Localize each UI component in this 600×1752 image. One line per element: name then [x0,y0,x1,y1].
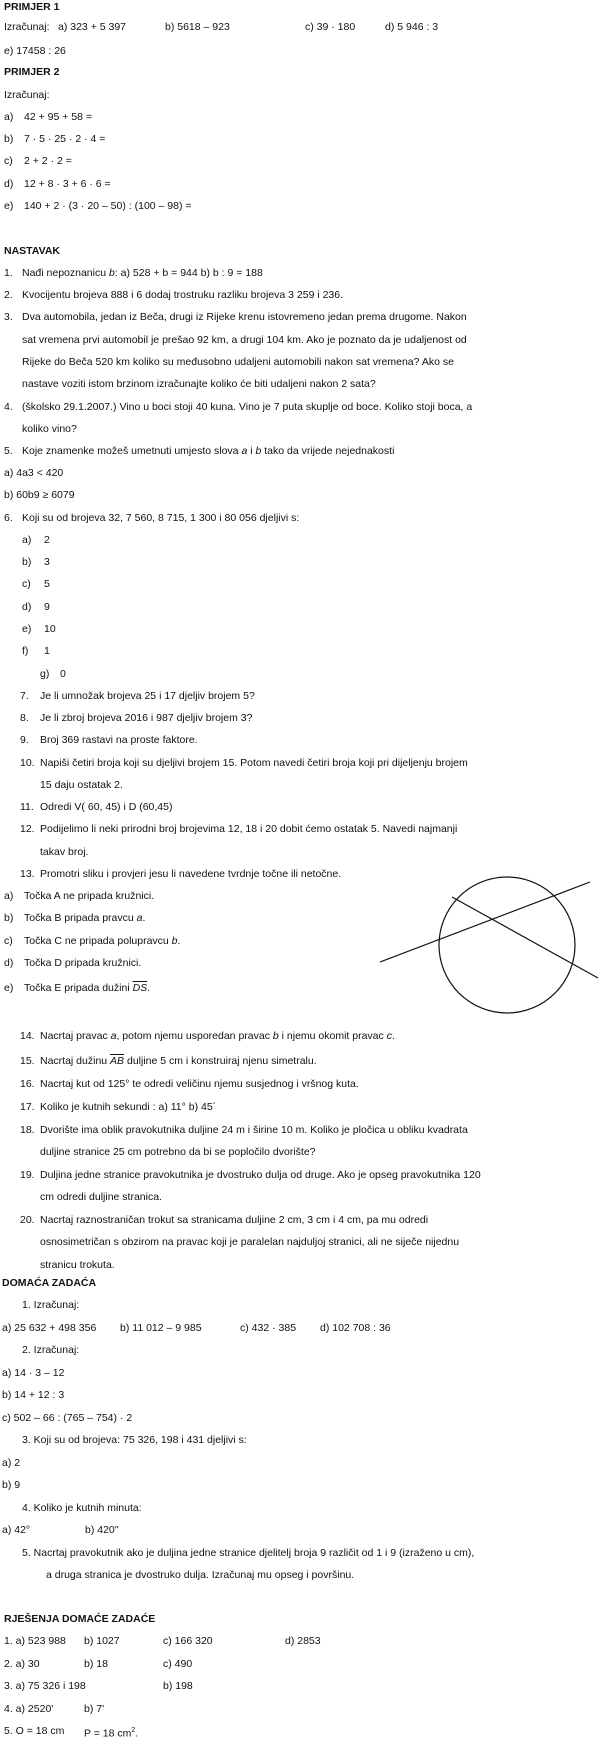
sol2-a: 2. a) 30 [4,1658,40,1670]
q3-number: 3. [4,311,13,323]
primjer2-d-label: d) [4,178,14,190]
q13-c-label: c) [4,935,13,947]
q3-line4: nastave voziti istom brzinom izračunajte koliko će biti udaljeni nakon 2 sata? [22,378,376,390]
q6-opt-a-label: a) [22,534,32,546]
sol5-a: 5. O = 18 cm [4,1725,65,1737]
q20-line2: osnosimetričan s obzirom na pravac koji je paralelan najduljoj stranici, ali ne siječe nijednu [40,1236,460,1248]
q11-number: 11. [20,801,34,813]
q20-line3: stranicu trokuta. [40,1259,115,1271]
hw2-c: c) 502 – 66 : (765 – 754) · 2 [2,1412,133,1424]
q16-number: 16. [20,1078,35,1090]
primjer1-d: d) 5 946 : 3 [385,21,439,33]
hw4-a: a) 42° [2,1524,31,1536]
primjer2-b: 7 · 5 · 25 · 2 · 4 = [24,133,106,145]
q18-line2: duljine stranice 25 cm potrebno da bi se popločilo dvorište? [40,1146,316,1158]
q3-line2: sat vremena prvi automobil je prešao 92 km, a drugi 104 km. Ako je poznato da je udaljenost od [22,334,467,346]
sol5-b: P = 18 $cm^2$. [84,1727,139,1740]
primjer2-a-label: a) [4,111,14,123]
q13-a-label: a) [4,890,14,902]
q15-number: 15. [20,1055,35,1067]
q13-d: Točka D pripada kružnici. [24,957,142,969]
primjer1-e: e) 17458 : 26 [4,45,66,57]
q13-number: 13. [20,868,35,880]
hw4-heading: 4. Koliko je kutnih minuta: [22,1502,142,1514]
q13-c: Točka C ne pripada polupravcu b. [24,935,181,947]
sol1-b: b) 1027 [84,1635,120,1647]
primjer2-b-label: b) [4,133,14,145]
q18-number: 18. [20,1124,35,1136]
q2-text: Kvocijentu brojeva 888 i 6 dodaj trostruku razliku brojeva 3 259 i 236. [22,289,344,301]
q12-line2: takav broj. [40,846,89,858]
q6-opt-a: 2 [44,534,50,546]
q6-opt-b-label: b) [22,556,32,568]
q18-line1: Dvorište ima oblik pravokutnika duljine 24 m i širine 10 m. Koliko je pločica u obliku kvadrata [40,1124,468,1136]
q6-opt-g-label: g) [40,668,50,680]
homework-title: DOMAĆA ZADAĆA [2,1277,97,1289]
primjer1-a: a) 323 + 5 397 [58,21,127,33]
hw1-c: c) 432 · 385 [240,1322,297,1334]
q19-line1: Duljina jedne stranice pravokutnika je dvostruko dulja od druge. Ako je opseg pravokutnika 120 [40,1169,481,1181]
q14-number: 14. [20,1030,35,1042]
q13-b: Točka B pripada pravcu a. [24,912,146,924]
q13-e-label: e) [4,982,14,994]
q15-text: Nacrtaj dužinu $\overline{AB}$ duljine 5 cm i konstruiraj njenu simetralu. [40,1055,317,1067]
q17-text: Koliko je kutnih sekundi : a) 11° b) 45´ [40,1101,217,1113]
sol1-d: d) 2853 [285,1635,321,1647]
primjer2-c-label: c) [4,155,13,167]
sol1-c: c) 166 320 [163,1635,213,1647]
hw2-b: b) 14 + 12 : 3 [2,1389,65,1401]
figure-circle [439,877,575,1013]
q6-opt-e: 10 [44,623,56,635]
q10-line1: Napiši četiri broja koji su djeljivi brojem 15. Potom navedi četiri broja koji pri dijeljenju brojem [40,757,468,769]
q5-a: a) 4a3 < 420 [4,467,64,479]
q6-opt-f-label: f) [22,645,29,657]
sol1-a: 1. a) 523 988 [4,1635,66,1647]
hw2-heading: 2. Izračunaj: [22,1344,80,1356]
q4-number: 4. [4,401,13,413]
q13-e: Točka E pripada dužini $\overline{DS}$. [24,982,151,994]
hw3-a: a) 2 [2,1457,21,1469]
q9-text: Broj 369 rastavi na proste faktore. [40,734,198,746]
q13-text: Promotri sliku i provjeri jesu li navedene tvrdnje točne ili netočne. [40,868,342,880]
primjer2-label: Izračunaj: [4,89,50,101]
hw3-heading: 3. Koji su od brojeva: 75 326, 198 i 431 djeljivi s: [22,1434,247,1446]
q3-line3: Rijeke do Beča 520 km koliko su međusobno udaljeni automobili nakon sat vremena? Ako se [22,356,454,368]
hw1-a: a) 25 632 + 498 356 [2,1322,97,1334]
figure-line-2 [452,897,598,978]
q1-number: 1. [4,267,13,279]
q12-line1: Podijelimo li neki prirodni broj brojevima 12, 18 i 20 dobit ćemo ostatak 5. Navedi najmanji [40,823,458,835]
solutions-title: RJEŠENJA DOMAĆE ZADAĆE [4,1613,156,1625]
hw1-heading: 1. Izračunaj: [22,1299,80,1311]
q4-line1: (školsko 29.1.2007.) Vino u boci stoji 40 kuna. Vino je 7 puta skuplje od boce. Koliko stoji boca, a [22,401,473,413]
primjer2-title: PRIMJER 2 [4,66,60,78]
q5-number: 5. [4,445,13,457]
sol3-b: b) 198 [163,1680,193,1692]
q13-d-label: d) [4,957,14,969]
q1-text: Nađi nepoznanicu b: a) 528 + b = 944 b) b : 9 = 188 [22,267,263,279]
q20-line1: Nacrtaj raznostraničan trokut sa stranicama duljine 2 cm, 3 cm i 4 cm, pa mu odredi [40,1214,429,1226]
primjer2-a: 42 + 95 + 58 = [24,111,93,123]
primjer2-c: 2 + 2 · 2 = [24,155,72,167]
hw1-b: b) 11 012 – 9 985 [120,1322,202,1334]
primjer1-c: c) 39 · 180 [305,21,356,33]
q19-line2: cm odredi duljine stranica. [40,1191,162,1203]
primjer1-title: PRIMJER 1 [4,1,60,13]
q2-number: 2. [4,289,13,301]
q6-opt-c: 5 [44,578,50,590]
primjer2-e: 140 + 2 · (3 · 20 – 50) : (100 – 98) = [24,200,192,212]
hw5-line1: 5. Nacrtaj pravokutnik ako je duljina jedne stranice djelitelj broja 9 različit od 1 i 9 (izraženo u cm), [22,1547,475,1559]
primjer2-d: 12 + 8 · 3 + 6 · 6 = [24,178,111,190]
q8-number: 8. [20,712,29,724]
q6-opt-c-label: c) [22,578,31,590]
hw1-d: d) 102 708 : 36 [320,1322,391,1334]
hw5-line2: a druga stranica je dvostruko dulja. Izračunaj mu opseg i površinu. [46,1569,355,1581]
q6-opt-g: 0 [60,668,66,680]
figure-line-1 [380,882,590,962]
q10-line2: 15 daju ostatak 2. [40,779,123,791]
q19-number: 19. [20,1169,35,1181]
q9-number: 9. [20,734,29,746]
q3-line1: Dva automobila, jedan iz Beča, drugi iz Rijeke krenu istovremeno jedan prema drugome. Nakon [22,311,467,323]
primjer1-b: b) 5618 – 923 [165,21,230,33]
q6-text: Koji su od brojeva 32, 7 560, 8 715, 1 300 i 80 056 djeljivi s: [22,512,300,524]
sol3-a: 3. a) 75 326 i 198 [4,1680,86,1692]
q6-opt-d: 9 [44,601,50,613]
q8-text: Je li zbroj brojeva 2016 i 987 djeljiv brojem 3? [40,712,253,724]
primjer1-label: Izračunaj: [4,21,50,33]
q5-text: Koje znamenke možeš umetnuti umjesto slova a i b tako da vrijede nejednakosti [22,445,395,457]
sol2-c: c) 490 [163,1658,193,1670]
q13-a: Točka A ne pripada kružnici. [24,890,155,902]
q14-text: Nacrtaj pravac a, potom njemu usporedan pravac b i njemu okomit pravac c. [40,1030,395,1042]
q4-line2: koliko vino? [22,423,77,435]
q17-number: 17. [20,1101,35,1113]
nastavak-title: NASTAVAK [4,245,60,257]
hw4-b: b) 420'' [85,1524,119,1536]
q10-number: 10. [20,757,35,769]
q6-opt-d-label: d) [22,601,32,613]
sol4-b: b) 7' [84,1703,105,1715]
primjer2-e-label: e) [4,200,14,212]
q7-text: Je li umnožak brojeva 25 i 17 djeljiv brojem 5? [40,690,255,702]
q6-opt-e-label: e) [22,623,32,635]
q6-opt-f: 1 [44,645,50,657]
q20-number: 20. [20,1214,35,1226]
q13-b-label: b) [4,912,14,924]
q5-b: b) 60b9 ≥ 6079 [4,489,75,501]
q6-opt-b: 3 [44,556,50,568]
q7-number: 7. [20,690,29,702]
q16-text: Nacrtaj kut od 125° te odredi veličinu njemu susjednog i vršnog kuta. [40,1078,359,1090]
hw3-b: b) 9 [2,1479,21,1491]
sol2-b: b) 18 [84,1658,108,1670]
sol4-a: 4. a) 2520' [4,1703,54,1715]
q12-number: 12. [20,823,35,835]
q6-number: 6. [4,512,13,524]
q11-text: Odredi V( 60, 45) i D (60,45) [40,801,173,813]
hw2-a: a) 14 · 3 – 12 [2,1367,65,1379]
